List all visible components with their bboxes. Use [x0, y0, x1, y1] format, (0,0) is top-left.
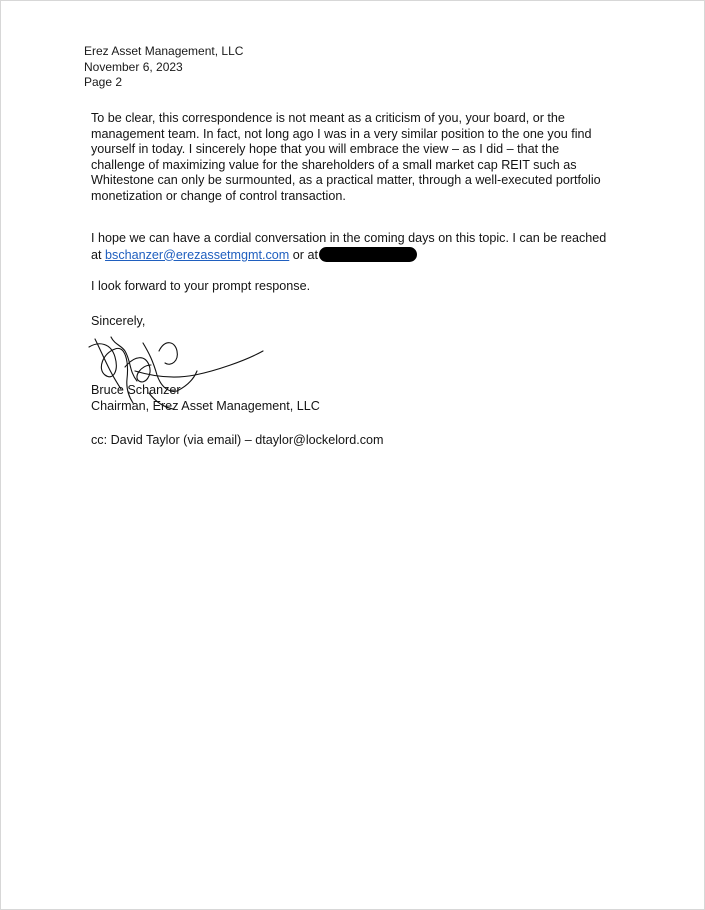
paragraph-line: Whitestone can only be surmounted, as a practical matter, through a well-executed portfolio [91, 173, 601, 188]
header-date: November 6, 2023 [84, 59, 183, 74]
email-link[interactable]: bschanzer@erezassetmgmt.com [105, 247, 290, 262]
redaction-block [319, 247, 417, 262]
paragraph-line: monetization or change of control transaction. [91, 188, 346, 203]
paragraph-response [91, 279, 631, 295]
cc-line: cc: David Taylor (via email) – dtaylor@lockelord.com [91, 433, 384, 447]
paragraph-line: To be clear, this correspondence is not meant as a criticism of you, your board, or the [91, 111, 565, 125]
header-company: Erez Asset Management, LLC [84, 44, 244, 58]
signer-title: Chairman, Erez Asset Management, LLC [91, 399, 320, 413]
closing-text: Sincerely, [91, 314, 146, 328]
header-page-number: Page 2 [84, 75, 123, 89]
paragraph-conversation [91, 231, 631, 263]
closing-salutation [91, 314, 631, 330]
paragraph-line-contact [91, 247, 631, 264]
paragraph-criticism [91, 111, 631, 205]
paragraph-line: challenge of maximizing value for the shareholders of a small market cap REIT such as [91, 157, 577, 172]
paragraph-line: yourself in today. I sincerely hope that you will embrace the view – as I did – that the [91, 142, 560, 157]
paragraph-line: I look forward to your prompt response. [91, 279, 311, 293]
signature-block [91, 382, 320, 414]
contact-or-at-text: or at [289, 247, 318, 262]
paragraph-line: management team. In fact, not long ago I was in a very similar position to the one you find [91, 126, 592, 141]
letter-header [84, 44, 243, 91]
signer-name: Bruce Schanzer [91, 383, 181, 397]
contact-at-text: at [91, 247, 106, 262]
paragraph-line: I hope we can have a cordial conversation in the coming days on this topic. I can be reached [91, 231, 607, 245]
